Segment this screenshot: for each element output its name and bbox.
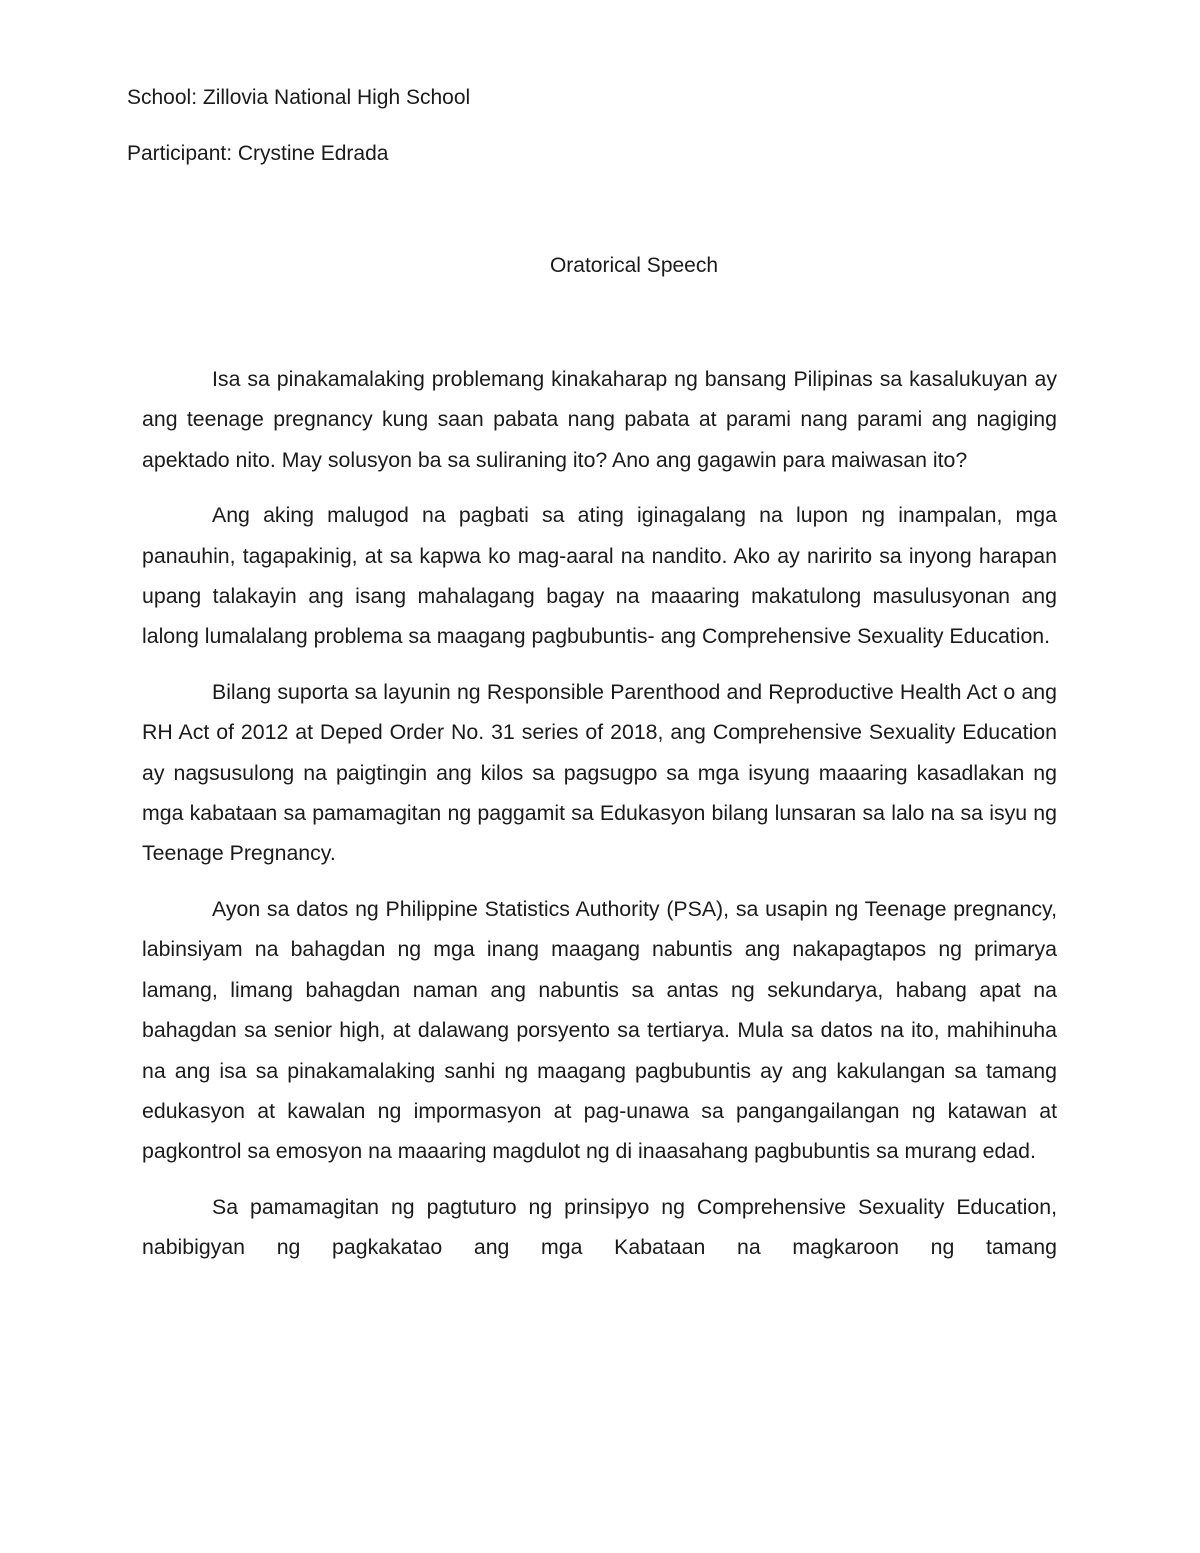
paragraph: Ayon sa datos ng Philippine Statistics Authority (PSA), sa usapin ng Teenage pregnancy, labinsiyam na bahagdan ng mga inang maagang nabuntis ang nakapagtapos ng primarya lamang, limang bahagdan naman ang nabuntis sa antas ng sekundarya, habang apat na bahagdan sa senior high, at dalawang porsyento sa tertiarya. Mula sa datos na ito, mahihinuha na ang isa sa pinakamalaking sanhi ng maagang pagbubuntis ay ang kakulangan sa tamang edukasyon at kawalan ng impormasyon at pag-unawa sa pangangailangan ng katawan at pagkontrol sa emosyon na maaaring magdulot ng di inaasahang pagbubuntis sa murang edad. — [142, 896, 1057, 1164]
speech-body — [142, 359, 1057, 1283]
school-line: School: Zillovia National High School — [127, 86, 471, 109]
paragraph: Isa sa pinakamalaking problemang kinakaharap ng bansang Pilipinas sa kasalukuyan ay ang teenage pregnancy kung saan pabata nang pabata at parami nang parami ang nagiging apektado nito. May solusyon ba sa suliraning ito? Ano ang gagawin para maiwasan ito? — [142, 367, 1057, 472]
participant-line: Participant: Crystine Edrada — [127, 142, 389, 165]
paragraph: Sa pamamagitan ng pagtuturo ng prinsipyo ng Comprehensive Sexuality Education, nabibigyan ng pagkakatao ang mga Kabataan na magkaroon ng tamang — [142, 1194, 1057, 1260]
paragraph: Ang aking malugod na pagbati sa ating iginagalang na lupon ng inampalan, mga panauhin, tagapakinig, at sa kapwa ko mag-aaral na nandito. Ako ay naririto sa inyong harapan upang talakayin ang isang mahalagang bagay na maaaring makatulong masulusyonan ang lalong lumalalang problema sa maagang pagbubuntis- ang Comprehensive Sexuality Education. — [142, 503, 1057, 649]
paragraph: Bilang suporta sa layunin ng Responsible Parenthood and Reproductive Health Act o ang RH Act of 2012 at Deped Order No. 31 series of 2018, ang Comprehensive Sexuality Education ay nagsusulong na paigtingin ang kilos sa pagsugpo sa mga isyung maaaring kasadlakan ng mga kabataan sa pamamagitan ng paggamit sa Edukasyon bilang lunsaran sa lalo na sa isyu ng Teenage Pregnancy. — [142, 679, 1057, 866]
speech-title: Oratorical Speech — [549, 254, 719, 277]
